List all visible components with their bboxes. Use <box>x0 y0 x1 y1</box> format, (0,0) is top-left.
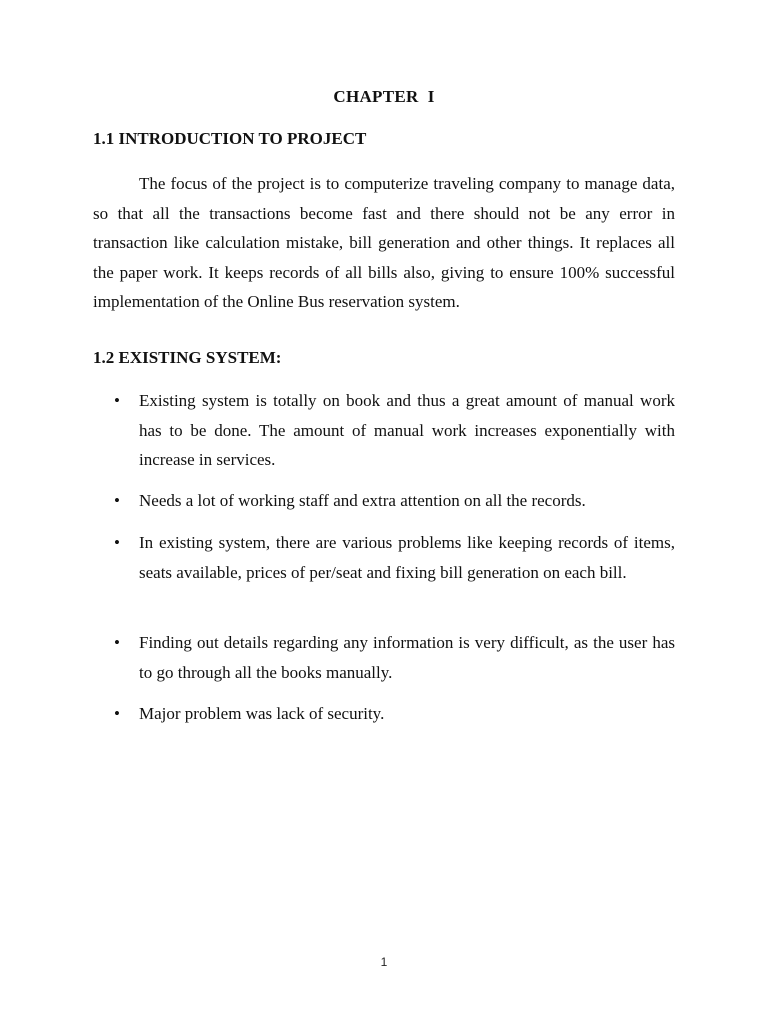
bullet-item <box>93 699 675 729</box>
bullet-text: Finding out details regarding any information is very difficult, as the user has to go through all the books manually. <box>139 633 675 682</box>
bullet-point-icon: • <box>114 533 120 552</box>
bullet-point-icon: • <box>114 491 120 510</box>
section-heading-introduction: 1.1 INTRODUCTION TO PROJECT <box>93 129 367 148</box>
bullet-item <box>93 386 675 475</box>
bullet-item <box>93 528 675 587</box>
introduction-paragraph: The focus of the project is to computerize traveling company to manage data, so that all the transactions become fast and there should not be any error in transaction like calculation mistake, bill generation and other things. It replaces all the paper work. It keeps records of all bills also, giving to ensure 100% successful implementation of the Online Bus reservation system. <box>93 174 675 311</box>
section-heading-existing-system: 1.2 EXISTING SYSTEM: <box>93 348 282 367</box>
bullet-text: Major problem was lack of security. <box>139 704 385 723</box>
bullet-item <box>93 486 675 516</box>
page-number: 1 <box>380 955 388 969</box>
bullet-text: Existing system is totally on book and thus a great amount of manual work has to be done. The amount of manual work increases exponentially with increase in services. <box>139 391 675 469</box>
bullet-point-icon: • <box>114 633 120 652</box>
bullet-text: In existing system, there are various problems like keeping records of items, seats available, prices of per/seat and fixing bill generation on each bill. <box>139 533 675 582</box>
bullet-item <box>93 628 675 687</box>
bullet-point-icon: • <box>114 391 120 410</box>
bullet-text: Needs a lot of working staff and extra attention on all the records. <box>139 491 586 510</box>
chapter-title: CHAPTER I <box>333 87 435 106</box>
bullet-point-icon: • <box>114 704 120 723</box>
